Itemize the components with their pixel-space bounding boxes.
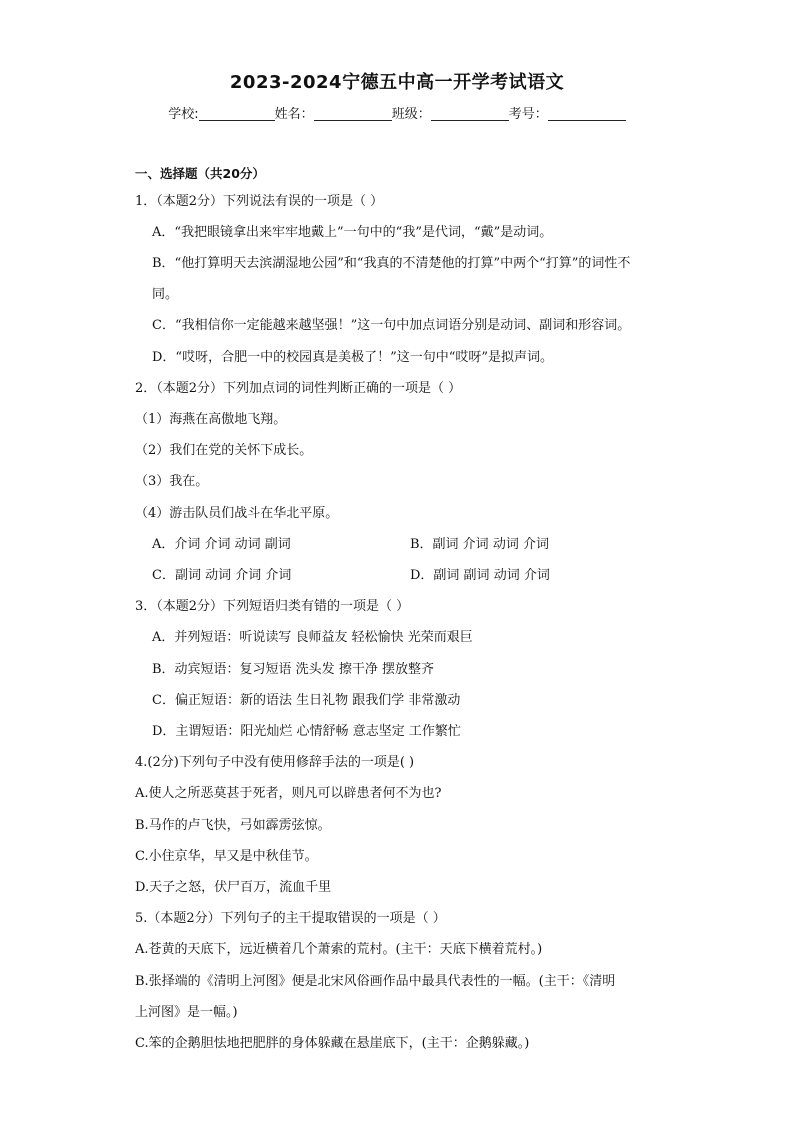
q4-stem: 4.(2分)下列句子中没有使用修辞手法的一项是( ) — [135, 755, 415, 770]
class-label: 班级： — [391, 107, 431, 122]
school-blank — [199, 106, 275, 121]
q2-option-b: B．副词 介词 动词 介词 — [410, 537, 549, 552]
q2-option-c: C．副词 动词 介词 介词 — [152, 568, 292, 583]
exam-no-blank — [548, 106, 626, 121]
class-blank — [431, 106, 509, 121]
q4-option-b: B.马作的卢飞快，弓如霹雳弦惊。 — [135, 818, 331, 833]
name-blank — [314, 106, 392, 121]
page-title: 2023-2024宁德五中高一开学考试语文 — [229, 72, 565, 93]
q2-sentence-1: （1）海燕在高傲地飞翔。 — [135, 412, 287, 427]
exam-no-label: 考号： — [508, 107, 548, 122]
q5-stem: 5.（本题2分）下列句子的主干提取错误的一项是（ ） — [135, 911, 446, 926]
q1-option-a: A．“我把眼镜拿出来牢牢地戴上”一句中的“我”是代词，“戴”是动词。 — [152, 225, 553, 240]
q3-option-b: B．动宾短语：复习短语 洗头发 擦干净 摆放整齐 — [152, 662, 434, 677]
q4-option-a: A.使人之所恶莫甚于死者，则凡可以辟患者何不为也? — [135, 786, 442, 801]
name-label: 姓名： — [274, 107, 314, 122]
q1-option-b-cont: 同。 — [152, 287, 179, 302]
q3-option-a: A．并列短语：听说读写 良师益友 轻松愉快 光荣而艰巨 — [152, 630, 473, 645]
q1-option-c: C．“我相信你一定能越来越坚强！”这一句中加点词语分别是动词、副词和形容词。 — [152, 318, 631, 333]
q5-option-b-cont: 上河图》是一幅。) — [135, 1005, 238, 1020]
info-fields — [0, 103, 794, 122]
q3-option-c: C．偏正短语：新的语法 生日礼物 跟我们学 非常激动 — [152, 693, 461, 708]
q5-option-a: A.苍黄的天底下，远近横着几个萧索的荒村。(主干：天底下横着荒村。) — [135, 942, 543, 957]
q2-stem: 2．（本题2分）下列加点词的词性判断正确的一项是（ ） — [135, 381, 462, 396]
school-label: 学校: — [168, 107, 199, 122]
q1-stem: 1．（本题2分）下列说法有误的一项是（ ） — [135, 194, 384, 209]
q2-sentence-3: （3）我在。 — [135, 474, 209, 489]
q3-option-d: D．主谓短语：阳光灿烂 心情舒畅 意志坚定 工作繁忙 — [152, 724, 461, 739]
q5-option-c: C.笨的企鹅胆怯地把肥胖的身体躲藏在悬崖底下，(主干：企鹅躲藏。) — [135, 1036, 530, 1051]
q1-option-d: D．“哎呀，合肥一中的校园真是美极了！”这一句中“哎呀”是拟声词。 — [152, 350, 554, 365]
q5-option-b: B.张择端的《清明上河图》便是北宋风俗画作品中最具代表性的一幅。(主干：《清明 — [135, 974, 616, 989]
section-heading: 一、选择题（共20分） — [135, 166, 265, 181]
q4-option-c: C.小住京华，早又是中秋佳节。 — [135, 849, 318, 864]
q4-option-d: D.天子之怒，伏尸百万，流血千里 — [135, 880, 332, 895]
q2-sentence-2: （2）我们在党的关怀下成长。 — [135, 443, 313, 458]
q2-option-a: A．介词 介词 动词 副词 — [152, 537, 291, 552]
q2-sentence-4: （4）游击队员们战斗在华北平原。 — [135, 506, 339, 521]
q1-option-b: B．“他打算明天去滨湖湿地公园”和“我真的不清楚他的打算”中两个“打算”的词性不 — [152, 256, 631, 271]
q3-stem: 3．（本题2分）下列短语归类有错的一项是（ ） — [135, 599, 410, 614]
q2-option-d: D．副词 副词 动词 介词 — [410, 568, 550, 583]
